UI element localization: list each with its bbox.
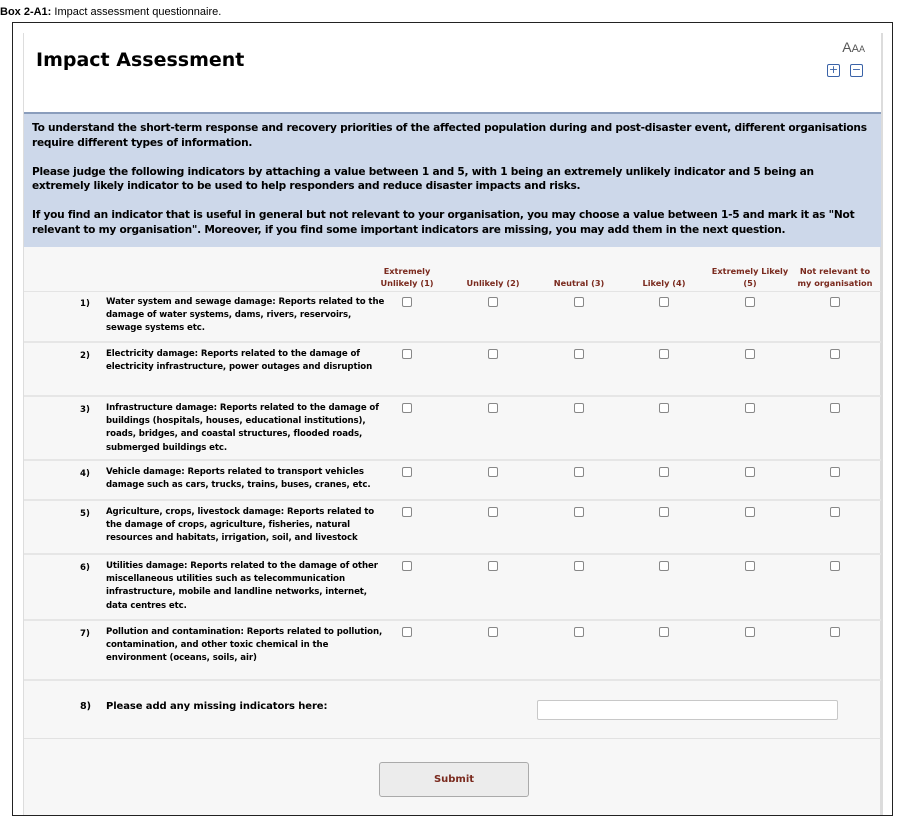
rating-checkbox[interactable] bbox=[574, 507, 584, 517]
instructions-paragraph: Please judge the following indicators by attaching a value between 1 and 5, with 1 being an extremely unlikely indicator and 5 being an extremely likely indicator to be used to help responders and reduce disaster impacts and risks. bbox=[32, 165, 814, 192]
rating-checkbox[interactable] bbox=[574, 349, 584, 359]
font-size-small-icon[interactable]: A bbox=[858, 44, 865, 54]
rating-checkbox[interactable] bbox=[745, 561, 755, 571]
rating-checkbox[interactable] bbox=[745, 507, 755, 517]
question-number: 6) bbox=[80, 563, 90, 573]
page-title: Impact Assessment bbox=[36, 49, 245, 71]
question-row bbox=[24, 343, 881, 397]
caption-text: Impact assessment questionnaire. bbox=[51, 6, 222, 18]
question-number: 5) bbox=[80, 509, 90, 519]
rating-checkbox[interactable] bbox=[745, 403, 755, 413]
column-header: Extremely Unlikely (1) bbox=[380, 266, 434, 288]
rating-checkbox[interactable] bbox=[659, 467, 669, 477]
font-size-controls bbox=[827, 64, 863, 77]
question-number: 1) bbox=[80, 299, 90, 309]
rating-checkbox[interactable] bbox=[402, 561, 412, 571]
survey-header bbox=[24, 33, 881, 114]
rating-checkbox[interactable] bbox=[402, 507, 412, 517]
question-row bbox=[24, 397, 881, 461]
font-size-medium-icon[interactable]: A bbox=[851, 43, 859, 55]
rating-checkbox[interactable] bbox=[402, 627, 412, 637]
question-row bbox=[24, 555, 881, 621]
question-text: Electricity damage: Reports related to the damage of electricity infrastructure, power outages and disruption bbox=[106, 349, 373, 373]
question-text: Pollution and contamination: Reports related to pollution, contamination, and other toxic chemical in the environment (oceans, soils, air) bbox=[106, 627, 383, 664]
column-header: Likely (4) bbox=[642, 278, 686, 288]
increase-font-button[interactable]: + bbox=[828, 63, 839, 76]
rating-checkbox[interactable] bbox=[659, 297, 669, 307]
rating-checkbox[interactable] bbox=[574, 467, 584, 477]
column-header: Neutral (3) bbox=[553, 278, 605, 288]
question-row bbox=[24, 291, 881, 343]
rating-checkbox[interactable] bbox=[830, 467, 840, 477]
question-text: Vehicle damage: Reports related to transport vehicles damage such as cars, trucks, trains, buses, cranes, etc. bbox=[106, 467, 371, 491]
rating-checkbox[interactable] bbox=[830, 297, 840, 307]
rating-checkbox[interactable] bbox=[488, 627, 498, 637]
rating-checkbox[interactable] bbox=[745, 467, 755, 477]
question-row bbox=[24, 501, 881, 555]
rating-checkbox[interactable] bbox=[659, 507, 669, 517]
question-number: 7) bbox=[80, 629, 90, 639]
rating-checkbox[interactable] bbox=[574, 403, 584, 413]
rating-checkbox[interactable] bbox=[830, 403, 840, 413]
missing-indicators-question bbox=[24, 681, 881, 739]
rating-checkbox[interactable] bbox=[488, 403, 498, 413]
survey-panel bbox=[23, 33, 883, 815]
question-row bbox=[24, 621, 881, 681]
rating-checkbox[interactable] bbox=[402, 297, 412, 307]
decrease-font-button[interactable]: − bbox=[851, 63, 862, 76]
question-text: Utilities damage: Reports related to the damage of other miscellaneous utilities such as telecommunication infrastructure, mobile and landline networks, internet, data centres etc. bbox=[106, 561, 378, 611]
instructions-box bbox=[24, 114, 881, 247]
question-number: 2) bbox=[80, 351, 90, 361]
rating-checkbox[interactable] bbox=[488, 467, 498, 477]
rating-checkbox[interactable] bbox=[574, 561, 584, 571]
rating-checkbox[interactable] bbox=[830, 561, 840, 571]
rating-checkbox[interactable] bbox=[659, 403, 669, 413]
question-label: Please add any missing indicators here: bbox=[106, 701, 328, 712]
question-row bbox=[24, 461, 881, 501]
instructions-paragraph: If you find an indicator that is useful in general but not relevant to your organisation, you may choose a value between 1-5 and mark it as "Not relevant to my organisation". Moreover, if you find some important indicators are missing, you may add them in the next question. bbox=[32, 209, 855, 236]
rating-checkbox[interactable] bbox=[488, 297, 498, 307]
rating-column-headers bbox=[24, 265, 881, 292]
question-number: 8) bbox=[80, 701, 92, 712]
caption-label: Box 2-A1: bbox=[0, 6, 52, 18]
rating-checkbox[interactable] bbox=[745, 297, 755, 307]
rating-checkbox[interactable] bbox=[402, 349, 412, 359]
figure-caption bbox=[0, 6, 221, 18]
question-text: Infrastructure damage: Reports related to the damage of buildings (hospitals, houses, educational institutions), roads, bridges, and coastal structures, flooded roads, submerged buildings etc. bbox=[106, 403, 379, 453]
rating-checkbox[interactable] bbox=[830, 627, 840, 637]
rating-checkbox[interactable] bbox=[574, 297, 584, 307]
submit-button[interactable]: Submit bbox=[379, 762, 529, 797]
figure-frame bbox=[12, 22, 893, 816]
rating-checkbox[interactable] bbox=[659, 561, 669, 571]
rating-checkbox[interactable] bbox=[488, 561, 498, 571]
question-number: 3) bbox=[80, 405, 90, 415]
instructions-paragraph: To understand the short-term response and recovery priorities of the affected population during and post-disaster event, different organisations require different types of information. bbox=[32, 122, 867, 149]
rating-checkbox[interactable] bbox=[745, 627, 755, 637]
rating-checkbox[interactable] bbox=[574, 627, 584, 637]
column-header: Unlikely (2) bbox=[466, 278, 520, 288]
rating-checkbox[interactable] bbox=[745, 349, 755, 359]
column-header: Extremely Likely (5) bbox=[711, 266, 789, 288]
column-header: Not relevant to my organisation bbox=[797, 266, 873, 288]
rating-checkbox[interactable] bbox=[659, 349, 669, 359]
rating-checkbox[interactable] bbox=[659, 627, 669, 637]
rating-checkbox[interactable] bbox=[402, 467, 412, 477]
rating-checkbox[interactable] bbox=[402, 403, 412, 413]
missing-indicators-input[interactable] bbox=[537, 700, 838, 720]
font-size-large-icon[interactable]: A bbox=[842, 39, 852, 55]
rating-checkbox[interactable] bbox=[488, 507, 498, 517]
rating-checkbox[interactable] bbox=[830, 507, 840, 517]
font-size-indicator bbox=[842, 39, 865, 57]
rating-checkbox[interactable] bbox=[488, 349, 498, 359]
rating-checkbox[interactable] bbox=[830, 349, 840, 359]
question-text: Water system and sewage damage: Reports related to the damage of water systems, dams, rivers, reservoirs, sewage systems etc. bbox=[106, 297, 385, 334]
question-text: Agriculture, crops, livestock damage: Reports related to the damage of crops, agriculture, fisheries, natural resources and habitats, irrigation, soil, and livestock bbox=[106, 507, 375, 544]
question-number: 4) bbox=[80, 469, 90, 479]
